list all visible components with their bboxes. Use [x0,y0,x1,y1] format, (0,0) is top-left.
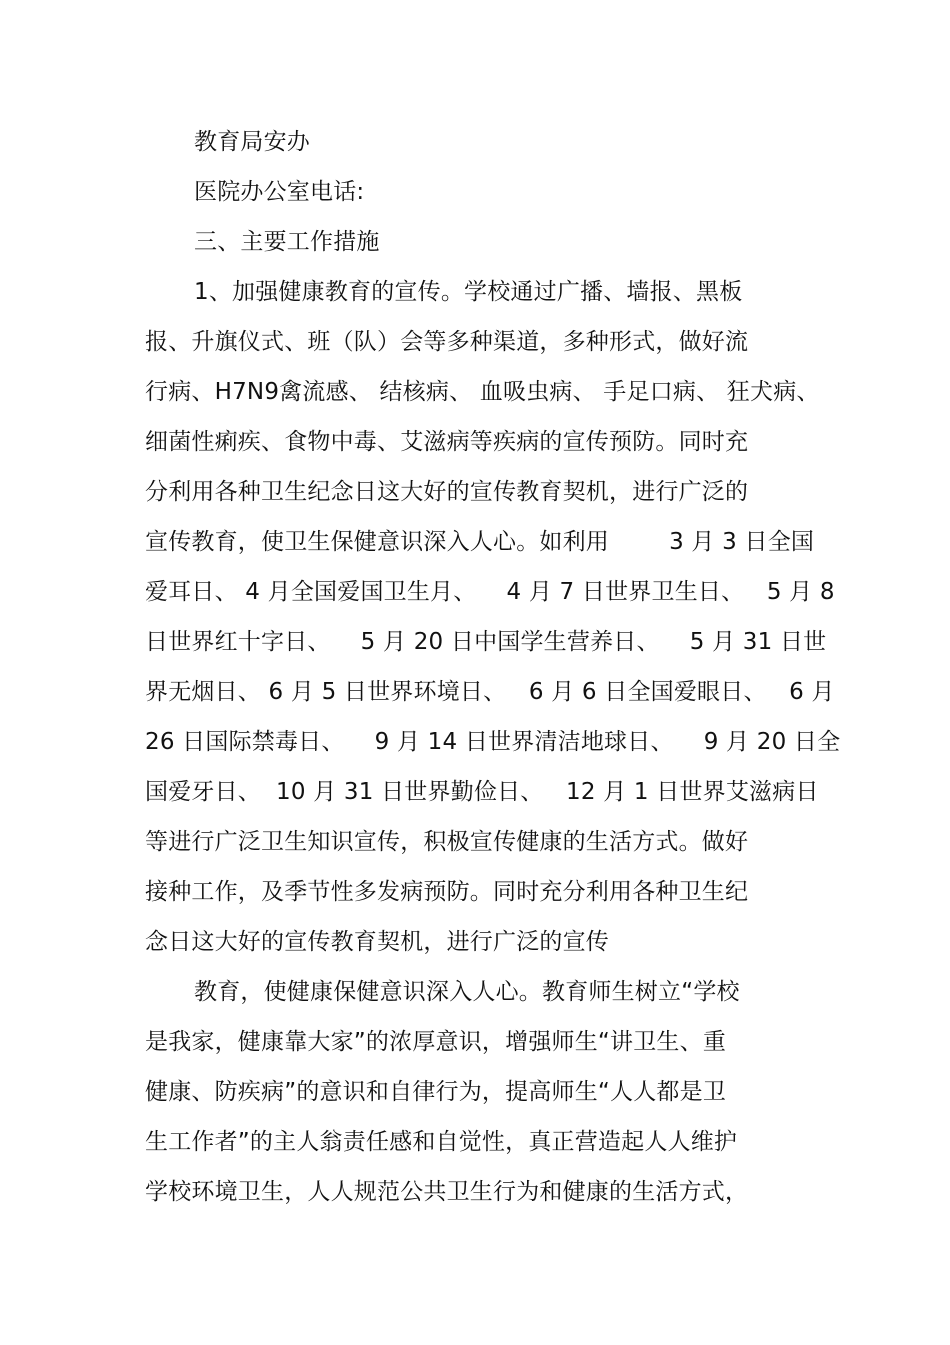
text-line: 1、加强健康教育的宣传。学校通过广播、墙报、黑板 [194,279,743,305]
text-line: 界无烟日、 6 月 5 日世界环境日、 6 月 6 日全国爱眼日、 6 月 [145,679,835,705]
text-line: 行病、H7N9禽流感、 结核病、 血吸虫病、 手足口病、 狂犬病、 [145,379,820,405]
text-line: 接种工作，及季节性多发病预防。同时充分利用各种卫生纪 [145,879,749,905]
text-line: 生工作者”的主人翁责任感和自觉性，真正营造起人人维护 [145,1129,738,1155]
text-line: 健康、防疾病”的意识和自律行为，提高师生“人人都是卫 [145,1079,727,1105]
text-line: 是我家，健康靠大家”的浓厚意识，增强师生“讲卫生、重 [145,1029,727,1055]
text-line: 宣传教育，使卫生保健意识深入人心。如利用 3 月 3 日全国 [145,529,815,555]
text-line: 26 日国际禁毒日、 9 月 14 日世界清洁地球日、 9 月 20 日全 [145,729,841,755]
text-line: 教育局安办 [194,129,310,155]
text-line: 国爱牙日、 10 月 31 日世界勤俭日、 12 月 1 日世界艾滋病日 [145,779,819,805]
section-heading: 三、主要工作措施 [194,229,380,255]
text-line: 念日这大好的宣传教育契机，进行广泛的宣传 [145,929,609,955]
text-line: 医院办公室电话: [194,179,365,205]
text-line: 细菌性痢疾、食物中毒、艾滋病等疾病的宣传预防。同时充 [145,429,749,455]
text-line: 教育，使健康保健意识深入人心。教育师生树立“学校 [194,979,740,1005]
text-line: 学校环境卫生，人人规范公共卫生行为和健康的生活方式， [145,1179,749,1205]
text-line: 分利用各种卫生纪念日这大好的宣传教育契机，进行广泛的 [145,479,749,505]
text-line: 日世界红十字日、 5 月 20 日中国学生营养日、 5 月 31 日世 [145,629,827,655]
text-line: 等进行广泛卫生知识宣传，积极宣传健康的生活方式。做好 [145,829,749,855]
text-line: 爱耳日、 4 月全国爱国卫生月、 4 月 7 日世界卫生日、 5 月 8 [145,579,835,605]
text-line: 报、升旗仪式、班（队）会等多种渠道，多种形式，做好流 [145,329,749,355]
